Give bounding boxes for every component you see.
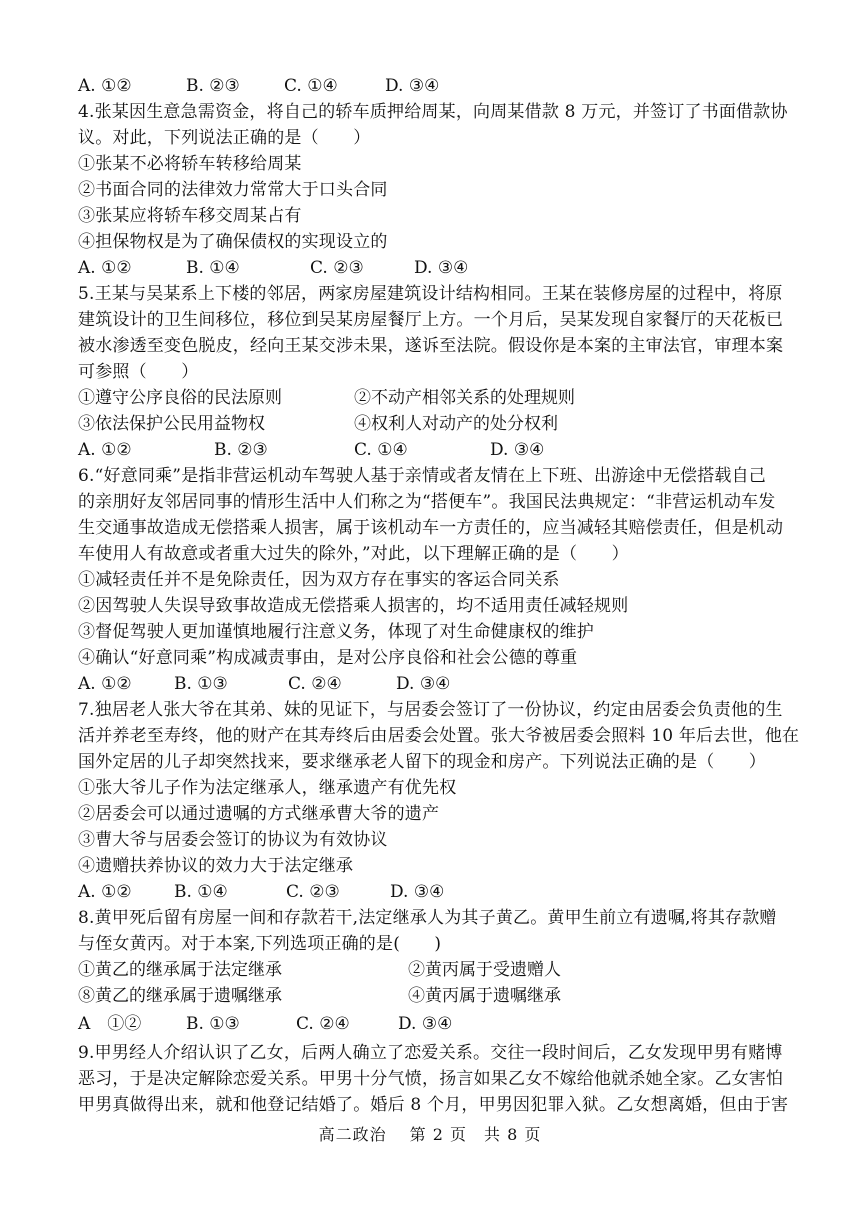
- q6-item: ④确认“好意同乘”构成减责事由，是对公序良俗和社会公德的尊重: [78, 648, 578, 668]
- q6-stem-line: 的亲朋好友邻居同事的情形生活中人们称之为“搭便车”。我国民法典规定：“非营运机动车发: [78, 492, 776, 512]
- q8-option-a: A ①②: [78, 1014, 142, 1034]
- q8-item: ④黄丙属于遗嘱继承: [408, 986, 561, 1006]
- q7-item: ④遗赠扶养协议的效力大于法定继承: [78, 856, 354, 876]
- q3-options: [78, 73, 798, 99]
- q5-items-row: [78, 411, 798, 437]
- q8-options: [78, 1011, 798, 1037]
- q3-option-c: C. ①④: [284, 76, 338, 96]
- q9-stem-line: 9.甲男经人介绍认识了乙女，后两人确立了恋爱关系。交往一段时间后，乙女发现甲男有赌博: [78, 1043, 783, 1063]
- q6-option-c: C. ②④: [288, 674, 342, 694]
- q7-stem-line: 活并养老至寿终，他的财产在其寿终后由居委会处置。张大爷被居委会照料 10 年后去世，他在: [78, 726, 800, 746]
- q8-stem-line: 8.黄甲死后留有房屋一间和存款若干,法定继承人为其子黄乙。黄甲生前立有遗嘱,将其存款赠: [78, 908, 777, 928]
- q6-item: ②因驾驶人失误导致事故造成无偿搭乘人损害的，均不适用责任减轻规则: [78, 596, 629, 616]
- q6-stem-line: 生交通事故造成无偿搭乘人损害，属于该机动车一方责任的，应当减轻其赔偿责任，但是机动: [78, 518, 784, 538]
- q6-option-b: B. ①③: [174, 674, 228, 694]
- q5-option-b: B. ②③: [214, 440, 268, 460]
- q3-option-d: D. ③④: [385, 76, 440, 96]
- q5-stem-line: 被水渗透至变色脱皮，经向王某交涉未果，遂诉至法院。假设你是本案的主审法官，审理本案: [78, 336, 784, 356]
- q6-stem-line: 6.“好意同乘”是指非营运机动车驾驶人基于亲情或者友情在上下班、出游途中无偿搭载自己: [78, 466, 766, 486]
- page-footer: 高二政治 第 2 页 共 8 页: [318, 1125, 542, 1144]
- q5-stem-line: 5.王某与吴某系上下楼的邻居，两家房屋建筑设计结构相同。王某在装修房屋的过程中，将原: [78, 284, 783, 304]
- q4-item: ②书面合同的法律效力常常大于口头合同: [78, 180, 388, 200]
- q4-option-d: D. ③④: [414, 258, 469, 278]
- q4-item: ④担保物权是为了确保债权的实现设立的: [78, 232, 388, 252]
- q4-option-c: C. ②③: [310, 258, 364, 278]
- q7-item: ③曹大爷与居委会签订的协议为有效协议: [78, 830, 388, 850]
- q7-option-c: C. ②③: [286, 882, 340, 902]
- q7-options: [78, 879, 798, 905]
- q4-item: ③张某应将轿车移交周某占有: [78, 206, 302, 226]
- q4-option-b: B. ①④: [186, 258, 240, 278]
- q7-item: ①张大爷儿子作为法定继承人，继承遗产有优先权: [78, 778, 457, 798]
- q7-option-a: A. ①②: [78, 882, 132, 902]
- q6-option-a: A. ①②: [78, 674, 132, 694]
- q5-stem-line: 建筑设计的卫生间移位，移位到吴某房屋餐厅上方。一个月后，吴某发现自家餐厅的天花板已: [78, 310, 784, 330]
- q7-option-b: B. ①④: [174, 882, 228, 902]
- q6-stem-line: 车使用人有故意或者重大过失的除外，”对此，以下理解正确的是（ ）: [78, 544, 629, 564]
- q3-option-b: B. ②③: [186, 76, 240, 96]
- q6-item: ③督促驾驶人更加谨慎地履行注意义务，体现了对生命健康权的维护: [78, 622, 594, 642]
- q8-item: ⑧黄乙的继承属于遗嘱继承: [78, 986, 282, 1006]
- q8-items-row: [78, 983, 798, 1009]
- q6-item: ①减轻责任并不是免除责任，因为双方存在事实的客运合同关系: [78, 570, 560, 590]
- q5-option-d: D. ③④: [490, 440, 545, 460]
- q5-option-c: C. ①④: [354, 440, 408, 460]
- q7-stem-line: 国外定居的儿子却突然找来，要求继承老人留下的现金和房产。下列说法正确的是（ ）: [78, 752, 766, 772]
- q5-option-a: A. ①②: [78, 440, 132, 460]
- q8-option-d: D. ③④: [398, 1014, 453, 1034]
- q7-stem-line: 7.独居老人张大爷在其弟、妹的见证下，与居委会签订了一份协议，约定由居委会负责他的生: [78, 700, 783, 720]
- q4-item: ①张某不必将轿车转移给周某: [78, 154, 302, 174]
- q5-options: [78, 437, 798, 463]
- q5-item: ②不动产相邻关系的处理规则: [354, 388, 575, 408]
- q4-option-a: A. ①②: [78, 258, 132, 278]
- q8-items-row: [78, 957, 798, 983]
- q3-option-a: A. ①②: [78, 76, 132, 96]
- q6-options: [78, 671, 798, 697]
- q8-item: ①黄乙的继承属于法定继承: [78, 960, 282, 980]
- q4-stem-line: 议。对此，下列说法正确的是（ ）: [78, 128, 371, 148]
- q5-stem-line: 可参照（ ）: [78, 362, 199, 382]
- q9-stem-line: 恶习，于是决定解除恋爱关系。甲男十分气愤，扬言如果乙女不嫁给他就杀她全家。乙女害怕: [78, 1069, 784, 1089]
- q5-item: ④权利人对动产的处分权利: [354, 414, 558, 434]
- q5-items-row: [78, 385, 798, 411]
- q8-option-c: C. ②④: [296, 1014, 350, 1034]
- q4-stem-line: 4.张某因生意急需资金，将自己的轿车质押给周某，向周某借款 8 万元，并签订了书面借款协: [78, 102, 788, 122]
- q7-item: ②居委会可以通过遗嘱的方式继承曹大爷的遗产: [78, 804, 440, 824]
- q4-options: [78, 255, 798, 281]
- q8-item: ②黄丙属于受遗赠人: [408, 960, 561, 980]
- q6-option-d: D. ③④: [396, 674, 451, 694]
- q8-option-b: B. ①③: [186, 1014, 240, 1034]
- q8-stem-line: 与侄女黄丙。对于本案,下列选项正确的是( ): [78, 934, 442, 954]
- q5-item: ③依法保护公民用益物权: [78, 414, 265, 434]
- q7-option-d: D. ③④: [390, 882, 445, 902]
- q9-stem-line: 甲男真做得出来，就和他登记结婚了。婚后 8 个月，甲男因犯罪入狱。乙女想离婚，但由于害: [78, 1095, 789, 1115]
- q5-item: ①遵守公序良俗的民法原则: [78, 388, 282, 408]
